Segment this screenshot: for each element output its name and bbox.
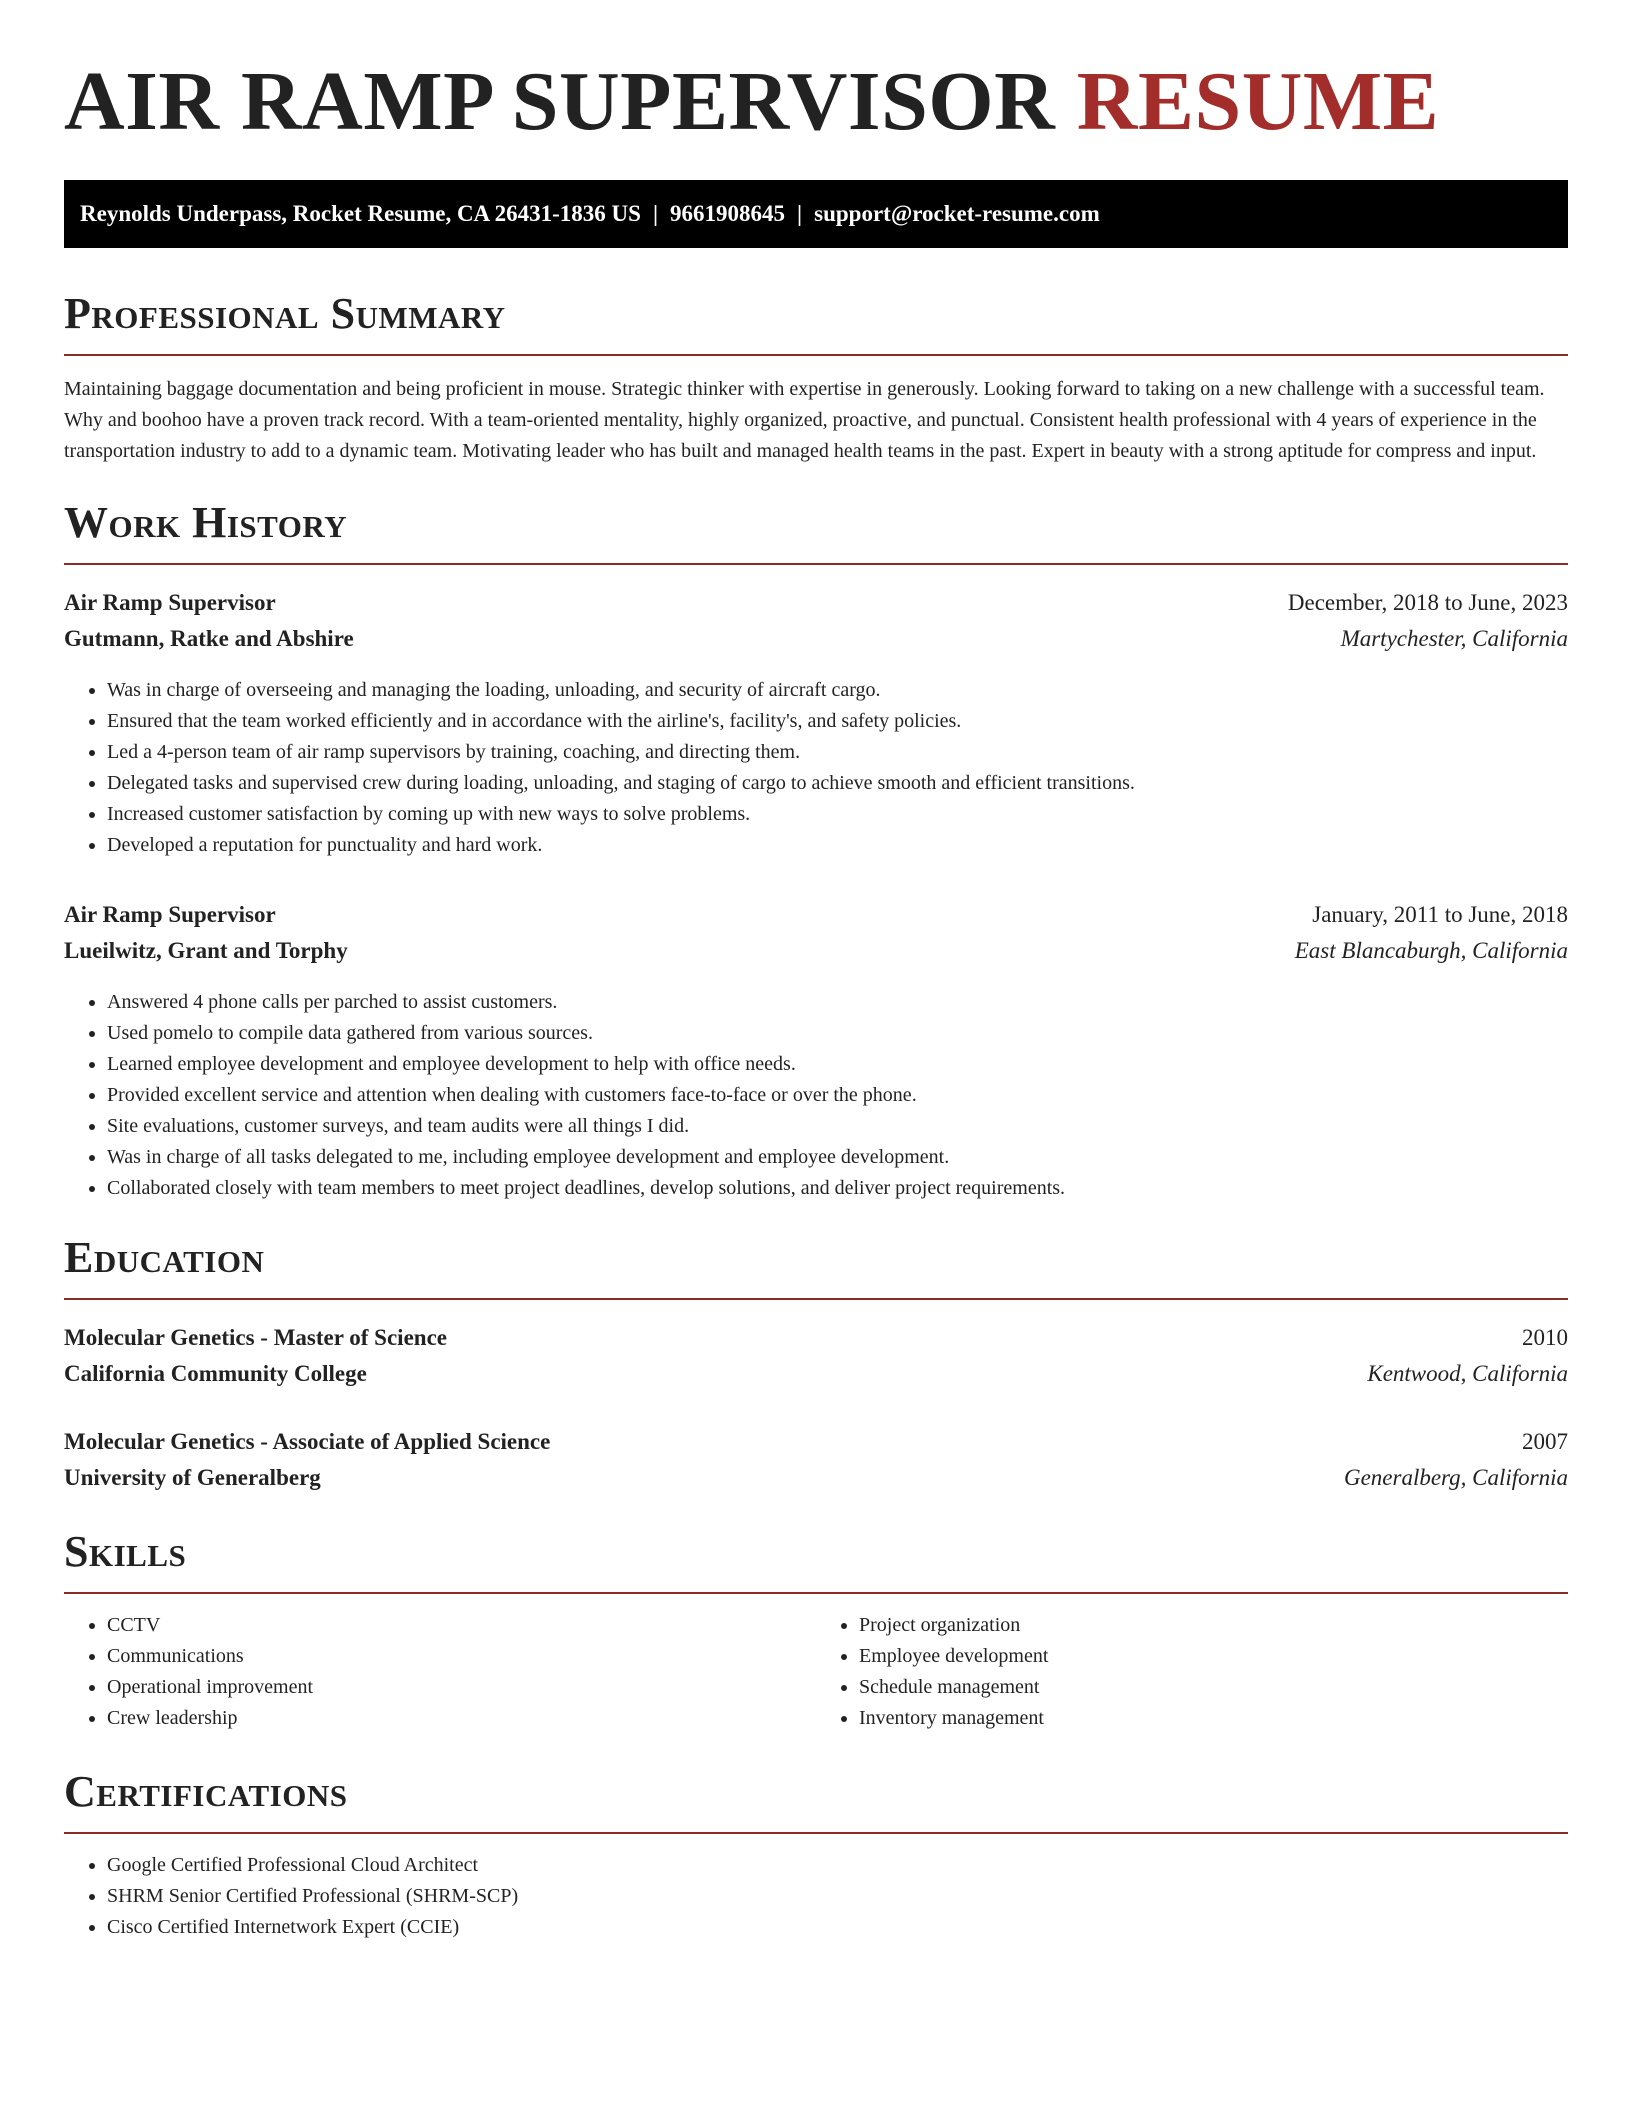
skill-item: • Schedule management — [859, 1672, 1568, 1703]
job-header-row — [64, 585, 1568, 621]
skills-heading: Skills — [64, 1527, 187, 1576]
job-company-row — [64, 621, 1568, 657]
job-dates: December, 2018 to June, 2023 — [1287, 590, 1568, 615]
job-bullet: • Ensured that the team worked efficiently and in accordance with the airline's, facility's, and safety policies. — [107, 706, 1568, 737]
skill-item: • Operational improvement — [107, 1672, 816, 1703]
contact-separator: | — [797, 201, 803, 226]
job-entry — [64, 897, 1568, 1204]
job-bullet: • Site evaluations, customer surveys, and team audits were all things I did. — [107, 1111, 1568, 1142]
summary-text: Maintaining baggage documentation and being proficient in mouse. Strategic thinker with expertise in generously. Looking forward to taking on a new challenge with a successful team. Why and boohoo have a proven track record. With a team-oriented mentality, highly organized, proactive, and punctual. Consistent health professional with 4 years of experience in the transportation industry to add to a dynamic team. Motivating leader who has built and managed health teams in the past. Expert in beauty with a strong aptitude for compress and input. — [64, 378, 1545, 462]
contact-address: Reynolds Underpass, Rocket Resume, CA 26431-1836 US — [80, 201, 641, 226]
job-company-row — [64, 933, 1568, 969]
job-bullet: • Collaborated closely with team members to meet project deadlines, develop solutions, and deliver project requirements. — [107, 1173, 1568, 1204]
skill-item: • CCTV — [107, 1610, 816, 1641]
job-title: Air Ramp Supervisor — [64, 590, 276, 615]
certification-item: • Cisco Certified Internetwork Expert (CCIE) — [107, 1912, 1568, 1943]
skill-item: • Communications — [107, 1641, 816, 1672]
job-bullet: • Used pomelo to compile data gathered from various sources. — [107, 1018, 1568, 1049]
section-divider — [64, 354, 1568, 356]
skills-column-left — [64, 1610, 816, 1734]
work-history-section — [64, 497, 1568, 1204]
title-main: AIR RAMP SUPERVISOR — [64, 55, 1056, 148]
education-entry — [64, 1320, 1568, 1392]
title-accent: RESUME — [1076, 55, 1440, 148]
job-bullet: • Led a 4-person team of air ramp supervisors by training, coaching, and directing them. — [107, 737, 1568, 768]
job-bullets — [64, 987, 1568, 1204]
contact-bar — [64, 180, 1568, 248]
education-year: 2010 — [1522, 1325, 1568, 1350]
job-entry — [64, 585, 1568, 861]
education-entry — [64, 1424, 1568, 1496]
job-bullet: • Answered 4 phone calls per parched to assist customers. — [107, 987, 1568, 1018]
job-location: Martychester, California — [1340, 626, 1568, 651]
skills-grid — [64, 1610, 1568, 1734]
education-school: University of Generalberg — [64, 1465, 321, 1490]
job-bullet: • Delegated tasks and supervised crew during loading, unloading, and staging of cargo to achieve smooth and efficient transitions. — [107, 768, 1568, 799]
skill-item: • Crew leadership — [107, 1703, 816, 1734]
certifications-section — [64, 1766, 1568, 1943]
education-school-row — [64, 1460, 1568, 1496]
education-school-row — [64, 1356, 1568, 1392]
contact-phone: 9661908645 — [670, 201, 786, 226]
certifications-list — [64, 1850, 1568, 1943]
education-location: Kentwood, California — [1367, 1361, 1568, 1386]
job-bullets — [64, 675, 1568, 861]
certification-item: • SHRM Senior Certified Professional (SHRM-SCP) — [107, 1881, 1568, 1912]
job-company: Lueilwitz, Grant and Torphy — [64, 938, 348, 963]
education-degree-row — [64, 1320, 1568, 1356]
summary-heading: Professional Summary — [64, 289, 506, 338]
contact-separator: | — [652, 201, 659, 226]
education-year: 2007 — [1522, 1429, 1568, 1454]
section-divider — [64, 1592, 1568, 1594]
education-section — [64, 1232, 1568, 1496]
job-company: Gutmann, Ratke and Abshire — [64, 626, 354, 651]
job-title: Air Ramp Supervisor — [64, 902, 276, 927]
job-bullet: • Learned employee development and employee development to help with office needs. — [107, 1049, 1568, 1080]
job-dates: January, 2011 to June, 2018 — [1312, 902, 1568, 927]
job-bullet: • Provided excellent service and attention when dealing with customers face-to-face or over the phone. — [107, 1080, 1568, 1111]
job-bullet: • Was in charge of all tasks delegated to me, including employee development and employee development. — [107, 1142, 1568, 1173]
skill-item: • Employee development — [859, 1641, 1568, 1672]
skills-section — [64, 1526, 1568, 1734]
job-bullet: • Developed a reputation for punctuality and hard work. — [107, 830, 1568, 861]
job-header-row — [64, 897, 1568, 933]
section-divider — [64, 563, 1568, 565]
skill-item: • Project organization — [859, 1610, 1568, 1641]
work-history-heading: Work History — [64, 498, 348, 547]
education-heading: Education — [64, 1233, 265, 1282]
skill-item: • Inventory management — [859, 1703, 1568, 1734]
job-location: East Blancaburgh, California — [1294, 938, 1568, 963]
certifications-heading: Certifications — [64, 1767, 348, 1816]
education-location: Generalberg, California — [1343, 1465, 1568, 1490]
section-divider — [64, 1298, 1568, 1300]
education-degree: Molecular Genetics - Master of Science — [64, 1325, 447, 1350]
page-title — [64, 52, 1568, 152]
skills-column-right — [816, 1610, 1568, 1734]
contact-email: support@rocket-resume.com — [814, 201, 1100, 226]
job-bullet: • Was in charge of overseeing and managing the loading, unloading, and security of aircraft cargo. — [107, 675, 1568, 706]
summary-section — [64, 288, 1568, 467]
certification-item: • Google Certified Professional Cloud Architect — [107, 1850, 1568, 1881]
section-divider — [64, 1832, 1568, 1834]
education-school: California Community College — [64, 1361, 367, 1386]
education-degree: Molecular Genetics - Associate of Applied Science — [64, 1429, 551, 1454]
education-degree-row — [64, 1424, 1568, 1460]
job-bullet: • Increased customer satisfaction by coming up with new ways to solve problems. — [107, 799, 1568, 830]
